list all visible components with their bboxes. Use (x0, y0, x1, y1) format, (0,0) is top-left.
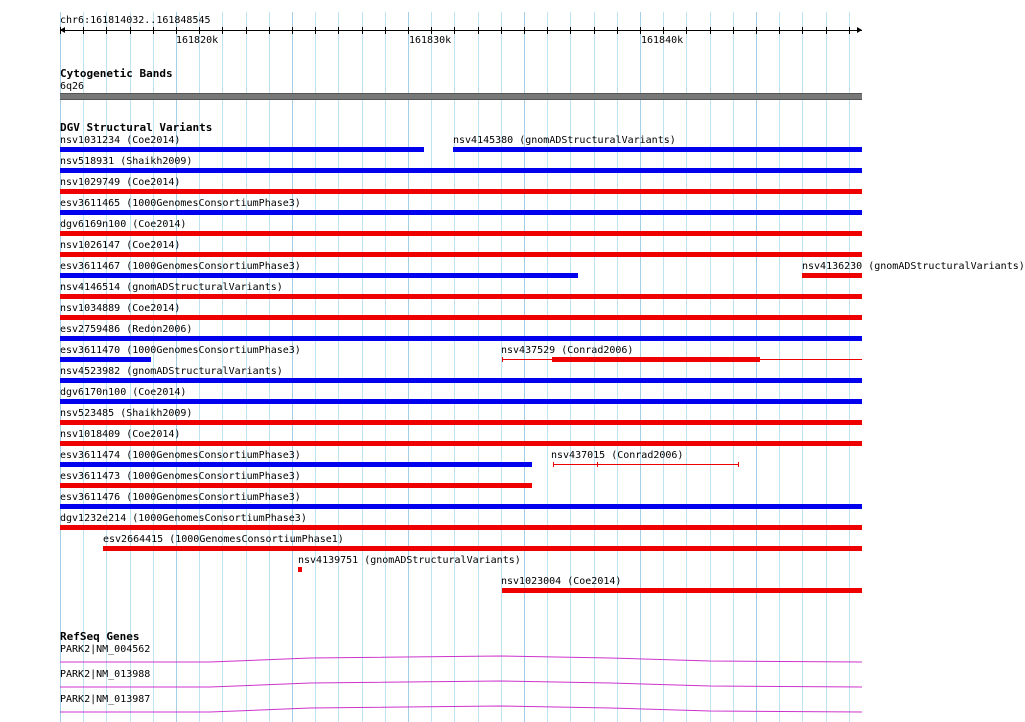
variant-label[interactable]: esv3611465 (1000GenomesConsortiumPhase3) (60, 198, 301, 209)
variant-label[interactable]: esv2664415 (1000GenomesConsortiumPhase1) (103, 534, 344, 545)
variant-label[interactable]: esv3611476 (1000GenomesConsortiumPhase3) (60, 492, 301, 503)
gene-model (60, 656, 862, 662)
variant-label[interactable]: nsv1018409 (Coe2014) (60, 429, 181, 440)
variant-label[interactable]: nsv1034889 (Coe2014) (60, 303, 181, 314)
variant-label[interactable]: nsv523485 (Shaikh2009) (60, 408, 193, 419)
variant-label[interactable]: nsv4146514 (gnomADStructuralVariants) (60, 282, 283, 293)
variant-label[interactable]: esv3611474 (1000GenomesConsortiumPhase3) (60, 450, 301, 461)
refseq-track-title[interactable]: RefSeq Genes (60, 630, 140, 643)
ruler-tick-label: 161830k (409, 35, 452, 46)
variant-label[interactable]: esv3611470 (1000GenomesConsortiumPhase3) (60, 345, 301, 356)
variant-label[interactable]: dgv6170n100 (Coe2014) (60, 387, 187, 398)
variant-label[interactable]: nsv1023004 (Coe2014) (501, 576, 622, 587)
ruler-tick-label: 161820k (176, 35, 219, 46)
variant-label[interactable]: nsv1026147 (Coe2014) (60, 240, 181, 251)
variant-label[interactable]: dgv6169n100 (Coe2014) (60, 219, 187, 230)
variant-label[interactable]: nsv4145380 (gnomADStructuralVariants) (453, 135, 676, 146)
variant-label[interactable]: nsv437529 (Conrad2006) (501, 345, 634, 356)
variant-label[interactable]: esv3611467 (1000GenomesConsortiumPhase3) (60, 261, 301, 272)
variant-label[interactable]: nsv1031234 (Coe2014) (60, 135, 181, 146)
variant-label[interactable]: nsv4139751 (gnomADStructuralVariants) (298, 555, 521, 566)
variant-label[interactable]: esv3611473 (1000GenomesConsortiumPhase3) (60, 471, 301, 482)
variant-label[interactable]: nsv437015 (Conrad2006) (551, 450, 684, 461)
dgv-track-title[interactable]: DGV Structural Variants (60, 121, 213, 134)
variant-label[interactable]: esv2759486 (Redon2006) (60, 324, 193, 335)
gene-label[interactable]: PARK2|NM_004562 (60, 644, 151, 655)
cytoband-track-title[interactable]: Cytogenetic Bands (60, 67, 173, 80)
variant-label[interactable]: nsv518931 (Shaikh2009) (60, 156, 193, 167)
cytoband-label: 6q26 (60, 81, 85, 92)
gene-model (60, 681, 862, 687)
variant-label[interactable]: nsv4523982 (gnomADStructuralVariants) (60, 366, 283, 377)
gene-label[interactable]: PARK2|NM_013987 (60, 694, 151, 705)
coordinate-label: chr6:161814032..161848545 (60, 15, 211, 26)
variant-label[interactable]: dgv1232e214 (1000GenomesConsortiumPhase3) (60, 513, 307, 524)
gene-label[interactable]: PARK2|NM_013988 (60, 669, 151, 680)
variant-label[interactable]: nsv4136230 (gnomADStructuralVariants) (802, 261, 1025, 272)
variant-label[interactable]: nsv1029749 (Coe2014) (60, 177, 181, 188)
gene-model (60, 706, 862, 712)
ruler-tick-label: 161840k (641, 35, 684, 46)
